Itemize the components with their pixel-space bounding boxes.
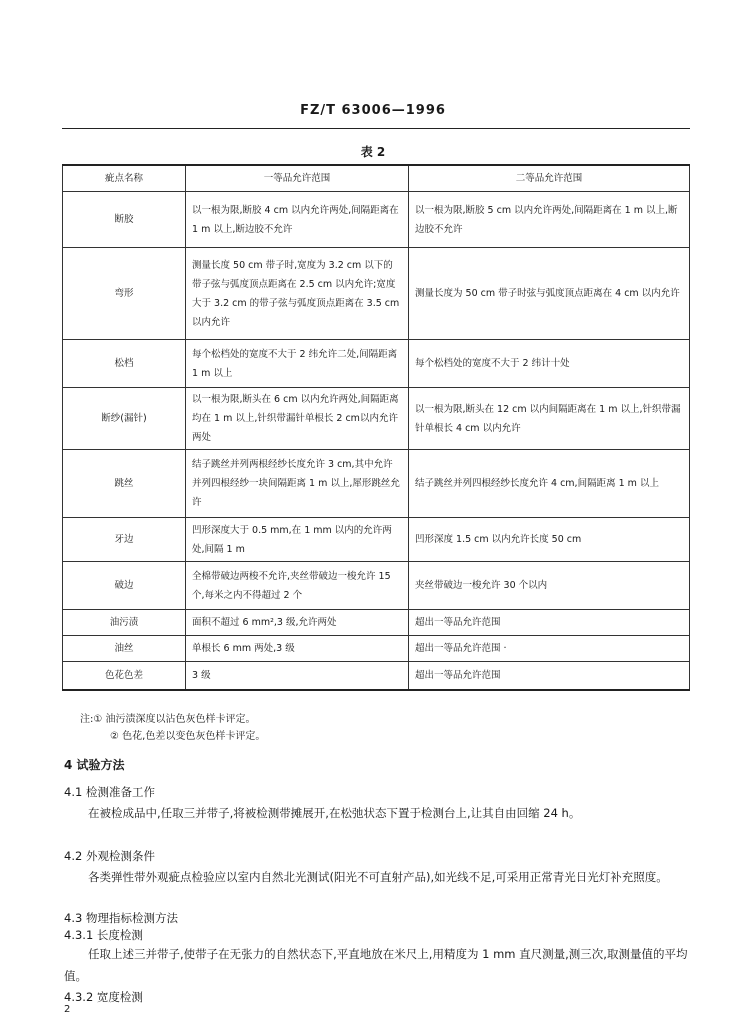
- table-row: [63, 340, 690, 388]
- column-header-defect: 疵点名称: [63, 165, 186, 192]
- paragraph-4-3-1: 任取上述三并带子,使带子在无张力的自然状态下,平直地放在米尺上,用精度为 1 mm 直尺测量,测三次,取测量值的平均值。: [64, 947, 688, 983]
- table-notes: [80, 711, 265, 745]
- first-grade-range: 3 级: [186, 662, 409, 690]
- second-grade-range: 夹丝带破边一梭允许 30 个以内: [409, 562, 690, 610]
- defect-name: 断胶: [63, 192, 186, 248]
- note-2: ② 色花,色差以变色灰色样卡评定。: [110, 731, 266, 742]
- note-1: 注:① 油污渍深度以沾色灰色样卡评定。: [80, 714, 256, 725]
- defect-name: 油丝: [63, 636, 186, 662]
- second-grade-range: 测量长度为 50 cm 带子时弦与弧度顶点距离在 4 cm 以内允许: [409, 248, 690, 340]
- first-grade-range: 以一根为限,断头在 6 cm 以内允许两处,间隔距离均在 1 m 以上,针织带漏针单根长 2 cm以内允许两处: [186, 388, 409, 450]
- section-heading-4-3-2: 4.3.2 宽度检测: [64, 990, 143, 1004]
- defect-name: 跳丝: [63, 450, 186, 518]
- table-row: [63, 562, 690, 610]
- table-row: [63, 518, 690, 562]
- first-grade-range: 测量长度 50 cm 带子时,宽度为 3.2 cm 以下的带子弦与弧度顶点距离在 2.5 cm 以内允许;宽度大于 3.2 cm 的带子弦与弧度顶点距离在 3.5 cm 以内允许: [186, 248, 409, 340]
- section-heading-4-2: 4.2 外观检测条件: [64, 849, 155, 863]
- table-row: [63, 610, 690, 636]
- defect-name: 色花色差: [63, 662, 186, 690]
- second-grade-range: 超出一等品允许范围: [409, 610, 690, 636]
- table-row: [63, 636, 690, 662]
- section-heading-4-1: 4.1 检测准备工作: [64, 785, 155, 799]
- table-caption: 表 2: [360, 145, 386, 159]
- second-grade-range: 凹形深度 1.5 cm 以内允许长度 50 cm: [409, 518, 690, 562]
- first-grade-range: 以一根为限,断胶 4 cm 以内允许两处,间隔距离在 1 m 以上,断边胶不允许: [186, 192, 409, 248]
- first-grade-range: 面积不超过 6 mm²,3 级,允许两处: [186, 610, 409, 636]
- second-grade-range: 以一根为限,断胶 5 cm 以内允许两处,间隔距离在 1 m 以上,断边胶不允许: [409, 192, 690, 248]
- defect-tolerance-table: [62, 164, 690, 691]
- first-grade-range: 每个松档处的宽度不大于 2 纬允许二处,间隔距离 1 m 以上: [186, 340, 409, 388]
- second-grade-range: 超出一等品允许范围 ·: [409, 636, 690, 662]
- defect-name: 弯形: [63, 248, 186, 340]
- page-number: 2: [64, 1004, 71, 1015]
- table-row: [63, 388, 690, 450]
- first-grade-range: 单根长 6 mm 两处,3 级: [186, 636, 409, 662]
- table-row: [63, 662, 690, 690]
- second-grade-range: 以一根为限,断头在 12 cm 以内间隔距离在 1 m 以上,针织带漏针单根长 4 cm 以内允许: [409, 388, 690, 450]
- table-row: [63, 192, 690, 248]
- defect-name: 牙边: [63, 518, 186, 562]
- second-grade-range: 结子跳丝并列四根经纱长度允许 4 cm,间隔距离 1 m 以上: [409, 450, 690, 518]
- defect-name: 断纱(漏针): [63, 388, 186, 450]
- section-heading-4: 4 试验方法: [64, 758, 125, 772]
- second-grade-range: 超出一等品允许范围: [409, 662, 690, 690]
- first-grade-range: 全棉带破边两梭不允许,夹丝带破边一梭允许 15 个,每米之内不得超过 2 个: [186, 562, 409, 610]
- first-grade-range: 结子跳丝并列两根经纱长度允许 3 cm,其中允许并列四根经纱一块间隔距离 1 m 以上,犀形跳丝允许: [186, 450, 409, 518]
- first-grade-range: 凹形深度大于 0.5 mm,在 1 mm 以内的允许两处,间隔 1 m: [186, 518, 409, 562]
- second-grade-range: 每个松档处的宽度不大于 2 纬计十处: [409, 340, 690, 388]
- section-heading-4-3: 4.3 物理指标检测方法: [64, 911, 178, 925]
- defect-name: 油污渍: [63, 610, 186, 636]
- column-header-first-grade: 一等品允许范围: [186, 165, 409, 192]
- paragraph-4-2: 各类弹性带外观疵点检验应以室内自然北光测试(阳光不可直射产品),如光线不足,可采用正常青光日光灯补充照度。: [88, 870, 668, 884]
- table-row: [63, 450, 690, 518]
- column-header-second-grade: 二等品允许范围: [409, 165, 690, 192]
- table-row: [63, 248, 690, 340]
- standard-number: FZ/T 63006—1996: [300, 103, 446, 118]
- defect-name: 破边: [63, 562, 186, 610]
- section-heading-4-3-1: 4.3.1 长度检测: [64, 928, 143, 942]
- paragraph-4-1: 在被检成品中,任取三并带子,将被检测带摊展开,在松弛状态下置于检测台上,让其自由回缩 24 h。: [88, 806, 581, 820]
- header-rule: [62, 128, 690, 129]
- table-header-row: [63, 165, 690, 192]
- defect-name: 松档: [63, 340, 186, 388]
